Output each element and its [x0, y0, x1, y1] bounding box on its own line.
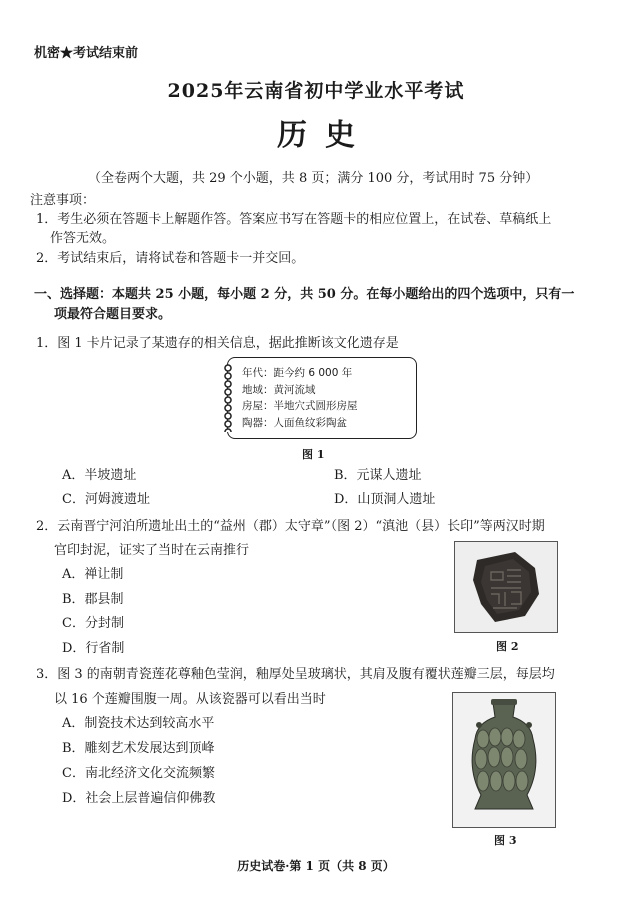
q3-option-d[interactable]: D．社会上层普遍信仰佛教 [62, 791, 216, 806]
card-line-era: 年代：距今约 6 000 年 [242, 367, 353, 379]
q3-stem-line-2: 以 16 个莲瓣围腹一周。从该瓷器可以看出当时 [54, 692, 326, 707]
page-footer: 历史试卷·第 1 页（共 8 页） [237, 859, 395, 873]
q1-option-c[interactable]: C．河姆渡遗址 [62, 492, 150, 507]
figure-2-seal-photo [454, 541, 558, 633]
note-1-line-2: 作答无效。 [50, 231, 116, 246]
card-spiral-binding [223, 364, 233, 432]
notes-heading: 注意事项： [30, 193, 96, 208]
q3-option-b[interactable]: B．雕刻艺术发展达到顶峰 [62, 741, 215, 756]
figure-3-label: 图 3 [494, 834, 517, 847]
exam-title: 2025年云南省初中学业水平考试 [167, 80, 465, 102]
figure-1-card [227, 357, 417, 439]
q2-stem-line-2: 官印封泥，证实了当时在云南推行 [54, 543, 250, 558]
q3-stem-line-1: 3．图 3 的南朝青瓷莲花尊釉色莹润，釉厚处呈玻璃状，其肩及腹有覆状莲瓣三层，每层均 [36, 667, 555, 682]
note-1-line-1: 1．考生必须在答题卡上解题作答。答案应书写在答题卡的相应位置上，在试卷、草稿纸上 [36, 212, 552, 227]
q1-stem: 1．图 1 卡片记录了某遗存的相关信息，据此推断该文化遗存是 [36, 336, 399, 351]
q2-option-a[interactable]: A．禅让制 [62, 567, 124, 582]
section-heading-line-2: 项最符合题目要求。 [54, 307, 172, 322]
subject-title: 历史 [277, 118, 373, 153]
note-2: 2．考试结束后，请将试卷和答题卡一并交回。 [36, 251, 305, 266]
q1-option-b[interactable]: B．元谋人遗址 [334, 468, 422, 483]
seal-clay-icon [455, 542, 557, 632]
q2-option-c[interactable]: C．分封制 [62, 616, 124, 631]
q2-option-b[interactable]: B．郡县制 [62, 592, 124, 607]
figure-2-label: 图 2 [496, 640, 519, 653]
card-line-pottery: 陶器：人面鱼纹彩陶盆 [242, 416, 347, 429]
card-line-houses: 房屋：半地穴式圆形房屋 [242, 400, 358, 412]
q3-option-c[interactable]: C．南北经济文化交流频繁 [62, 766, 215, 781]
q1-option-a[interactable]: A．半坡遗址 [62, 468, 137, 483]
q2-stem-line-1: 2．云南晋宁河泊所遗址出土的“益州（郡）太守章”（图 2）“滇池（县）长印”等两汉时期 [36, 519, 545, 534]
section-heading-line-1: 一、选择题：本题共 25 小题，每小题 2 分，共 50 分。在每小题给出的四个选项中，只有一 [34, 287, 575, 302]
exam-info: （全卷两个大题，共 29 个小题，共 8 页；满分 100 分，考试用时 75 分钟） [88, 171, 539, 186]
figure-1-label: 图 1 [302, 448, 325, 461]
figure-3-vase-photo [452, 692, 556, 828]
confidential-label: 机密★考试结束前 [34, 46, 139, 61]
q1-option-d[interactable]: D．山顶洞人遗址 [334, 492, 436, 507]
lotus-vase-icon [453, 693, 555, 827]
q3-option-a[interactable]: A．制瓷技术达到较高水平 [62, 716, 215, 731]
q2-option-d[interactable]: D．行省制 [62, 641, 125, 656]
card-line-region: 地域：黄河流域 [242, 383, 316, 396]
